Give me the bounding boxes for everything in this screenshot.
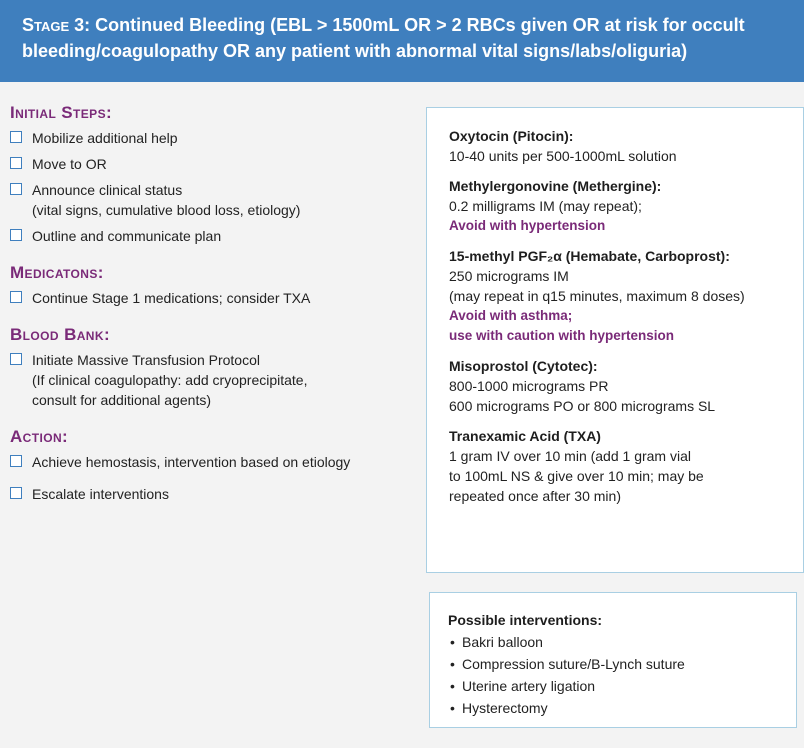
- medication-dose: (may repeat in q15 minutes, maximum 8 doses): [449, 288, 745, 304]
- checklist-item: [10, 350, 410, 410]
- medication-entry: [449, 246, 803, 346]
- bullet-icon: •: [450, 700, 455, 716]
- checklist-item: [10, 484, 410, 504]
- medication-warning: use with caution with hypertension: [449, 328, 675, 343]
- intervention-item: [448, 697, 796, 719]
- medication-name: 15-methyl PGF₂α (Hemabate, Carboprost):: [449, 248, 730, 264]
- bullet-icon: •: [450, 656, 455, 672]
- stage-header: [0, 0, 804, 82]
- item-label: Move to OR: [32, 156, 107, 172]
- action-heading: Action:: [10, 427, 69, 446]
- checkbox[interactable]: [10, 229, 22, 241]
- item-label: Outline and communicate plan: [32, 228, 222, 244]
- intervention-item: [448, 653, 796, 675]
- medication-dose: to 100mL NS & give over 10 min; may be: [449, 468, 704, 484]
- item-label: Escalate interventions: [32, 486, 169, 502]
- medication-entry: [449, 356, 803, 416]
- bullet-icon: •: [450, 678, 455, 694]
- checkbox[interactable]: [10, 183, 22, 195]
- item-label: Continue Stage 1 medications; consider TXA: [32, 290, 311, 306]
- checkbox[interactable]: [10, 131, 22, 143]
- medication-dose: 250 micrograms IM: [449, 268, 569, 284]
- medication-name: Oxytocin (Pitocin):: [449, 128, 574, 144]
- medication-entry: [449, 426, 803, 506]
- checkbox[interactable]: [10, 353, 22, 365]
- initial-steps-heading: Initial Steps:: [10, 103, 113, 122]
- item-sublabel: (vital signs, cumulative blood loss, etiology): [32, 202, 301, 218]
- checklist-item: [10, 180, 410, 220]
- checklist-item: [10, 154, 410, 174]
- medication-box: [426, 107, 804, 573]
- checklist-item: [10, 452, 410, 472]
- item-label: Mobilize additional help: [32, 130, 178, 146]
- medication-entry: [449, 176, 803, 236]
- item-label: Announce clinical status: [32, 182, 183, 198]
- medication-warning: Avoid with asthma;: [449, 308, 573, 323]
- stage-label: Stage 3:: [22, 15, 91, 35]
- checklist-item: [10, 226, 410, 246]
- bullet-icon: •: [450, 634, 455, 650]
- header-line-1: [22, 12, 790, 38]
- intervention-label: Compression suture/B-Lynch suture: [462, 656, 685, 672]
- medication-name: Misoprostol (Cytotec):: [449, 358, 598, 374]
- medication-dose: 1 gram IV over 10 min (add 1 gram vial: [449, 448, 691, 464]
- item-label: Initiate Massive Transfusion Protocol: [32, 352, 260, 368]
- intervention-item: [448, 631, 796, 653]
- blood-bank-heading: Blood Bank:: [10, 325, 111, 344]
- checkbox[interactable]: [10, 487, 22, 499]
- medication-dose: 10-40 units per 500-1000mL solution: [449, 148, 677, 164]
- intervention-item: [448, 675, 796, 697]
- intervention-label: Hysterectomy: [462, 700, 548, 716]
- item-sublabel: (If clinical coagulopathy: add cryoprecipitate,: [32, 372, 308, 388]
- medication-dose: 600 micrograms PO or 800 micrograms SL: [449, 398, 716, 414]
- header-line-1-text: Continued Bleeding (EBL > 1500mL OR > 2 RBCs given OR at risk for occult: [90, 15, 745, 35]
- intervention-label: Bakri balloon: [462, 634, 543, 650]
- medication-dose: 0.2 milligrams IM (may repeat);: [449, 198, 642, 214]
- medication-warning: Avoid with hypertension: [449, 218, 606, 233]
- intervention-label: Uterine artery ligation: [462, 678, 596, 694]
- checkbox[interactable]: [10, 157, 22, 169]
- checklist-column: [10, 102, 410, 504]
- medications-heading: Medicatons:: [10, 263, 104, 282]
- checkbox[interactable]: [10, 455, 22, 467]
- header-line-2: bleeding/coagulopathy OR any patient with abnormal vital signs/labs/oliguria): [22, 41, 688, 61]
- checkbox[interactable]: [10, 291, 22, 303]
- interventions-title: Possible interventions:: [448, 612, 603, 628]
- checklist-item: [10, 128, 410, 148]
- checklist-item: [10, 288, 410, 308]
- item-sublabel: consult for additional agents): [32, 392, 211, 408]
- medication-dose: 800-1000 micrograms PR: [449, 378, 609, 394]
- medication-name: Tranexamic Acid (TXA): [449, 428, 601, 444]
- item-label: Achieve hemostasis, intervention based on etiology: [32, 454, 351, 470]
- interventions-box: [429, 592, 797, 728]
- medication-dose: repeated once after 30 min): [449, 488, 621, 504]
- medication-name: Methylergonovine (Methergine):: [449, 178, 662, 194]
- medication-entry: [449, 126, 803, 166]
